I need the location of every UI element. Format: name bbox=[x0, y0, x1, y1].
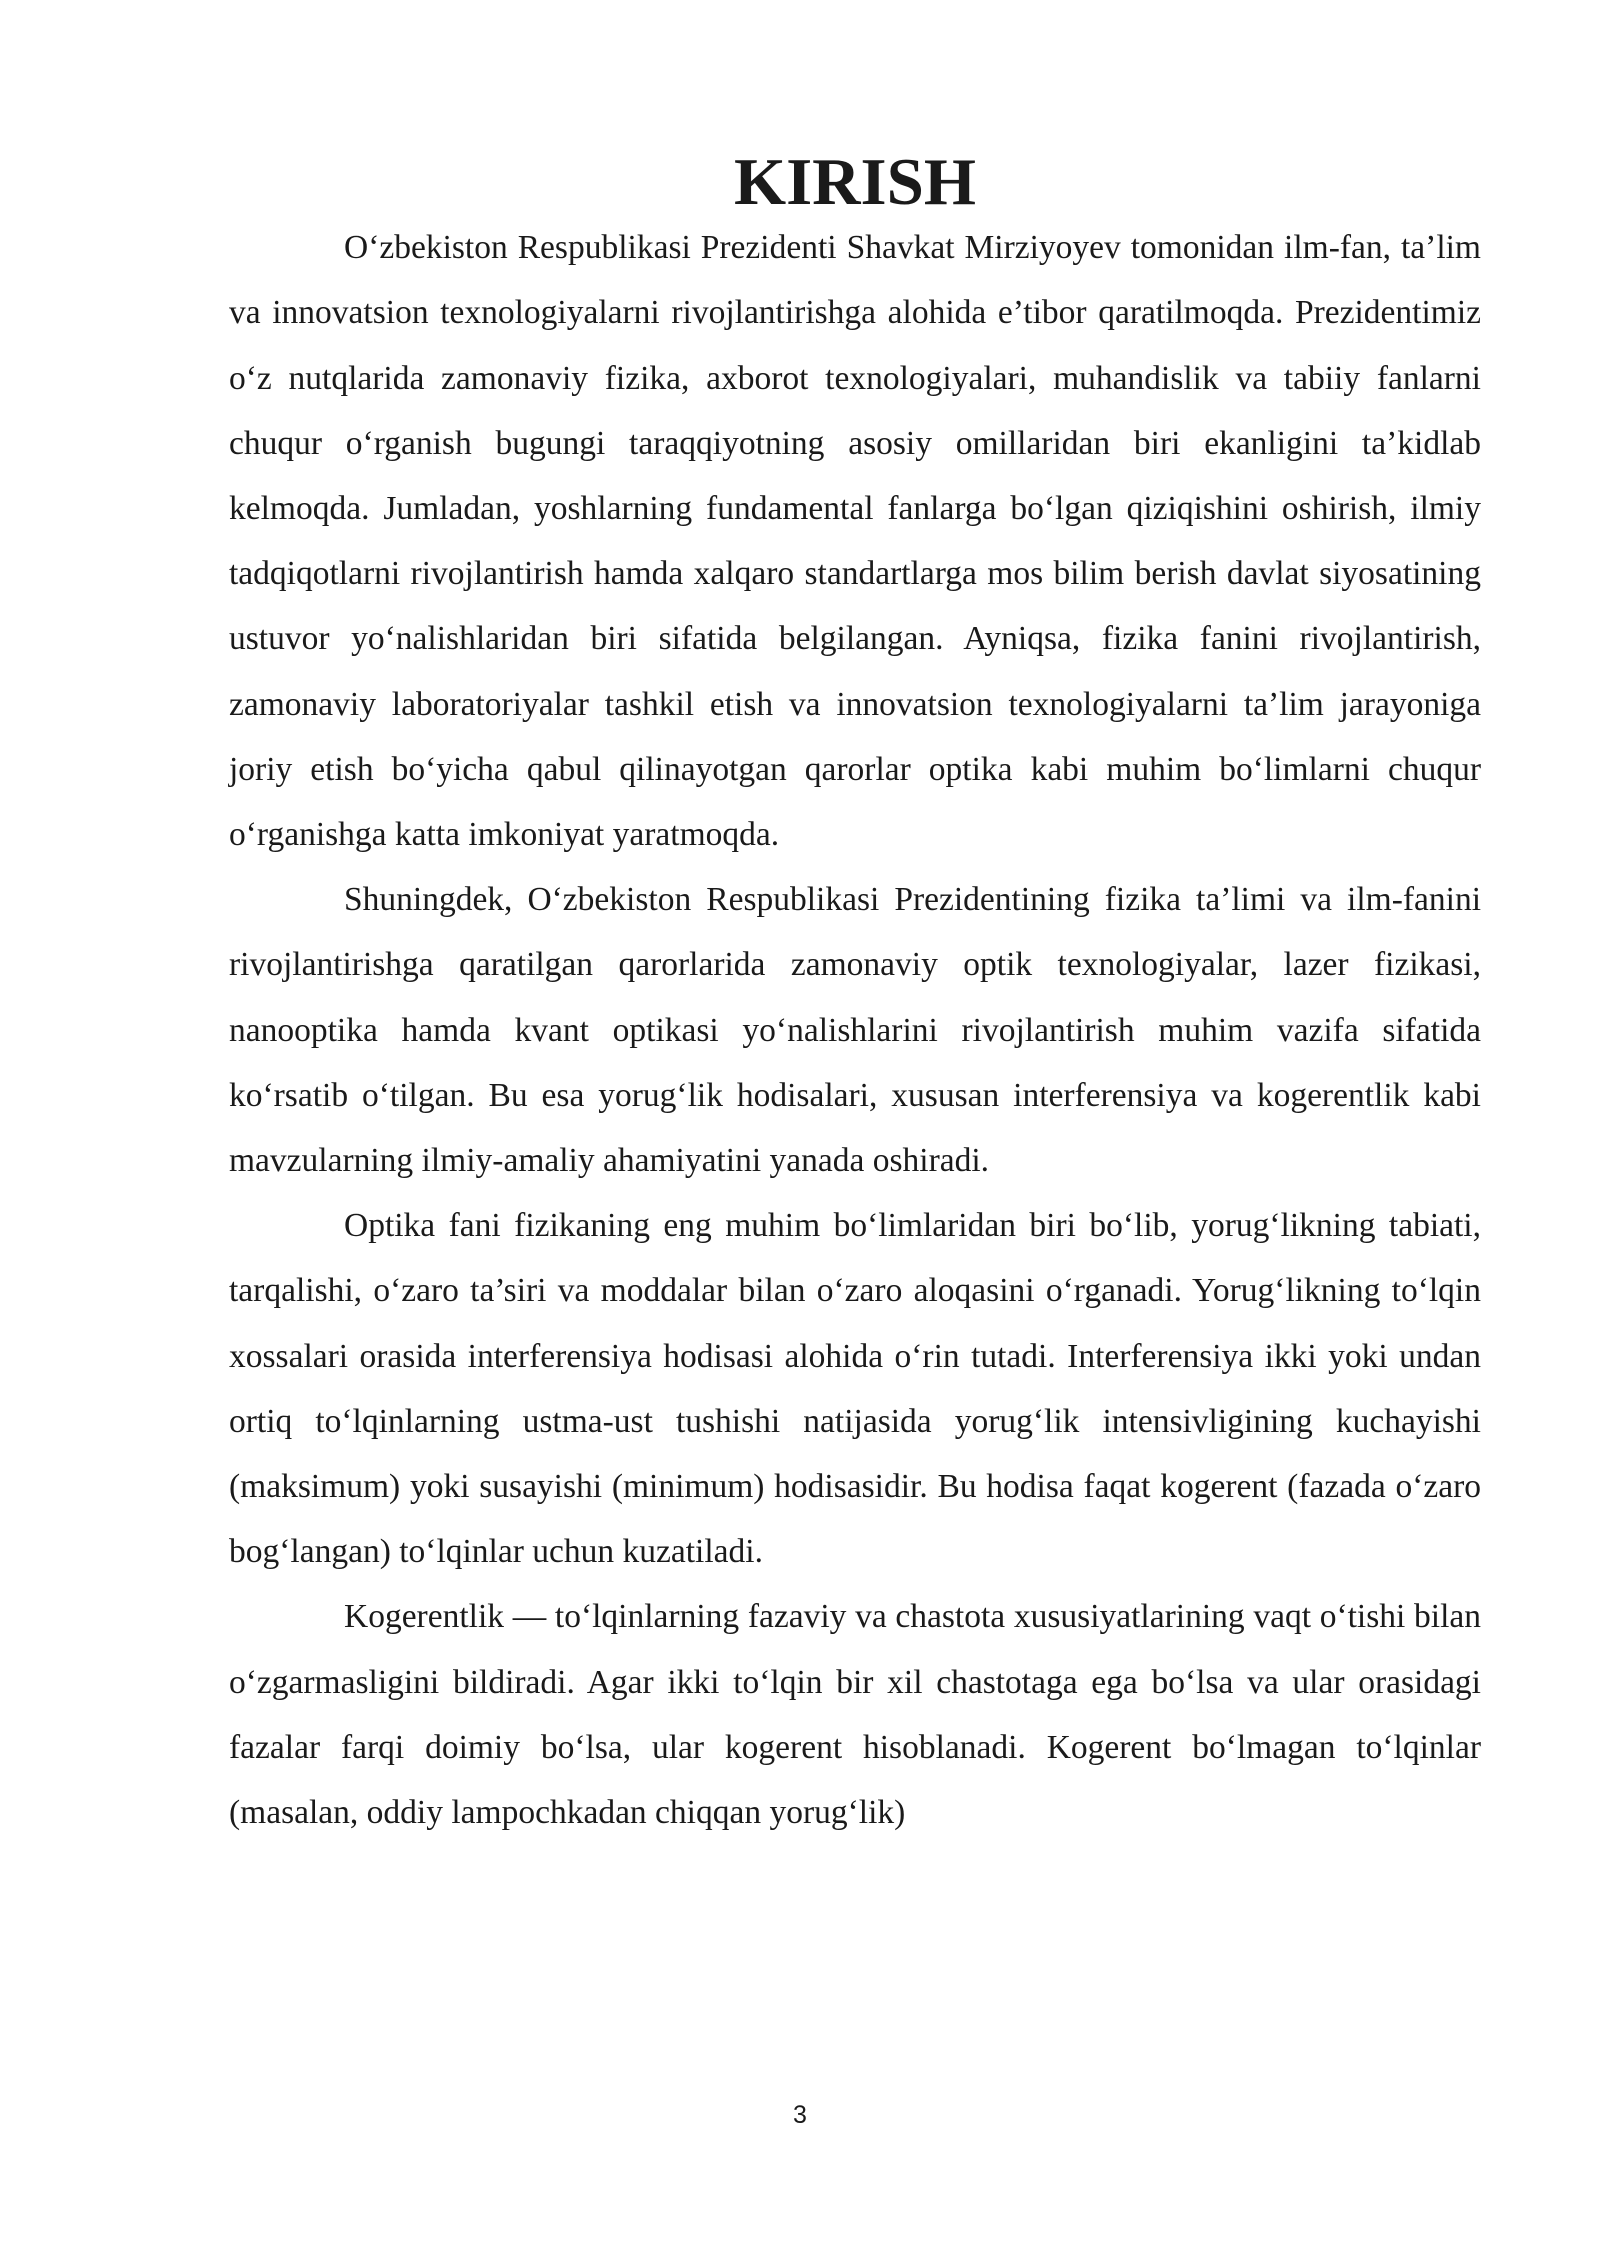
paragraph-4: Kogerentlik — to‘lqinlarning fazaviy va chastota xususiyatlarining vaqt o‘tishi bilan o‘zgarmasligini bildiradi. Agar ikki to‘lqin bir xil chastotaga ega bo‘lsa va ular orasidagi fazalar farqi doimiy bo‘lsa, ular kogerent hisoblanadi. Kogerent bo‘lmagan to‘lqinlar (masalan, oddiy lampochkadan chiqqan yorug‘lik) bbox=[229, 1598, 1481, 1832]
paragraph-1: O‘zbekiston Respublikasi Prezidenti Shavkat Mirziyoyev tomonidan ilm-fan, ta’lim va innovatsion texnologiyalarni rivojlantirishga alohida e’tibor qaratilmoqda. Prezidentimiz o‘z nutqlarida zamonaviy fizika, axborot texnologiyalari, muhandislik va tabiiy fanlarni chuqur o‘rganish bugungi taraqqiyotning asosiy omillaridan biri ekanligini ta’kidlab kelmoqda. Jumladan, yoshlarning fundamental fanlarga bo‘lgan qiziqishini oshirish, ilmiy tadqiqotlarni rivojlantirish hamda xalqaro standartlarga mos bilim berish davlat siyosatining ustuvor yo‘nalishlaridan biri sifatida belgilangan. Ayniqsa, fizika fanini rivojlantirish, zamonaviy laboratoriyalar tashkil etish va innovatsion texnologiyalarni ta’lim jarayoniga joriy etish bo‘yicha qabul qilinayotgan qarorlar optika kabi muhim bo‘limlarni chuqur o‘rganishga katta imkoniyat yaratmoqda. bbox=[229, 229, 1481, 854]
paragraph-2: Shuningdek, O‘zbekiston Respublikasi Prezidentining fizika ta’limi va ilm-fanini rivojlantirishga qaratilgan qarorlarida zamonaviy optik texnologiyalar, lazer fizikasi, nanooptika hamda kvant optikasi yo‘nalishlarini rivojlantirish muhim vazifa sifatida ko‘rsatib o‘tilgan. Bu esa yorug‘lik hodisalari, xususan interferensiya va kogerentlik kabi mavzularning ilmiy-amaliy ahamiyatini yanada oshiradi. bbox=[229, 881, 1481, 1180]
paragraph-3: Optika fani fizikaning eng muhim bo‘limlaridan biri bo‘lib, yorug‘likning tabiati, tarqalishi, o‘zaro ta’siri va moddalar bilan o‘zaro aloqasini o‘rganadi. Yorug‘likning to‘lqin xossalari orasida interferensiya hodisasi alohida o‘rin tutadi. Interferensiya ikki yoki undan ortiq to‘lqinlarning ustma-ust tushishi natijasida yorug‘lik intensivligining kuchayishi (maksimum) yoki susayishi (minimum) hodisasidir. Bu hodisa faqat kogerent (fazada o‘zaro bog‘langan) to‘lqinlar uchun kuzatiladi. bbox=[229, 1207, 1481, 1571]
page-content bbox=[229, 145, 1481, 1845]
page-number: 3 bbox=[793, 2101, 807, 2129]
section-heading: KIRISH bbox=[733, 145, 977, 219]
